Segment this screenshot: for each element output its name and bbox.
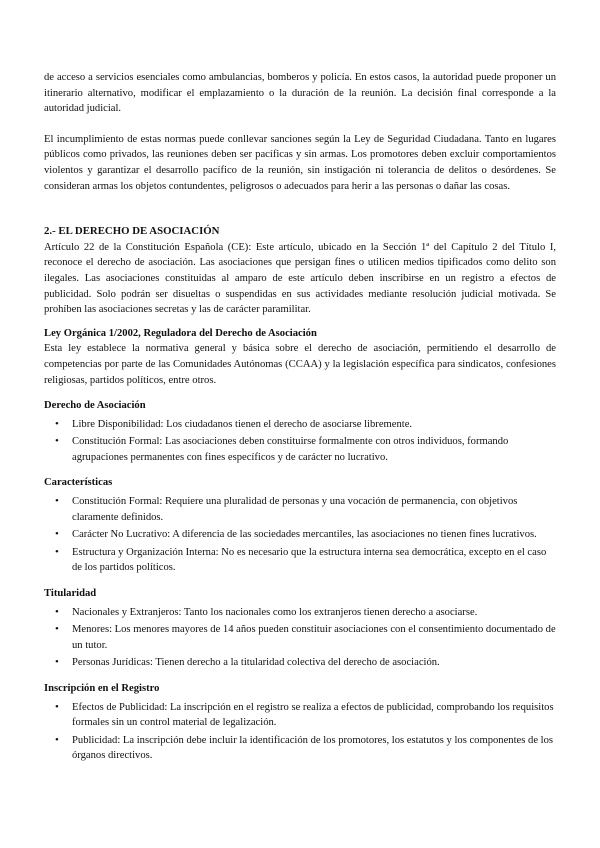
list-item: • Carácter No Lucrativo: A diferencia de las sociedades mercantiles, las asociaciones no tienen fines lucrativos. (44, 527, 556, 543)
list-item: • Constitución Formal: Las asociaciones deben constituirse formalmente con otros individuos, formando agrupaciones permanentes con fines específicos y de carácter no lucrativo. (44, 434, 556, 465)
list-item: • Publicidad: La inscripción debe incluir la identificación de los promotores, los estatutos y los componentes de los órganos directivos. (44, 733, 556, 764)
article-22-paragraph: Artículo 22 de la Constitución Española (CE): Este artículo, ubicado en la Sección 1ª del Capítulo 2 del Título I, reconoce el derecho de asociación. Las asociaciones que persigan fines o utilicen medios tipificados como delito son ilegales. Las asociaciones constituidas al amparo de este artículo deben inscribirse en un registro a efectos de publicidad. Solo podrán ser disueltas o suspendidas en sus actividades mediante resolución judicial motivada. Se prohíben las asociaciones secretas y las de carácter paramilitar. (44, 241, 556, 316)
derecho-list (44, 417, 556, 466)
list-item: • Efectos de Publicidad: La inscripción en el registro se realiza a efectos de publicidad, comprobando los requisitos formales sin un control material de legalización. (44, 700, 556, 731)
intro-paragraph-2: El incumplimiento de estas normas puede conllevar sanciones según la Ley de Seguridad Ciudadana. Tanto en lugares públicos como privados, las reuniones deben ser pacíficas y sin armas. Los promotores deben excluir comportamientos violentos y garantizar el desarrollo pacífico de la reunión, sin instigación ni tolerancia de delitos o desórdenes. Se consideran armas los objetos contundentes, peligrosos o adecuados para herir a las personas o dañar las cosas. (44, 133, 556, 192)
list-item: • Libre Disponibilidad: Los ciudadanos tienen el derecho de asociarse libremente. (44, 417, 556, 433)
list-item: • Estructura y Organización Interna: No es necesario que la estructura interna sea democrática, excepto en el caso de los partidos políticos. (44, 545, 556, 576)
list-item: • Constitución Formal: Requiere una pluralidad de personas y una vocación de permanencia, con objetivos claramente definidos. (44, 494, 556, 525)
inscripcion-list (44, 700, 556, 764)
inscripcion-title: Inscripción en el Registro (44, 683, 160, 694)
derecho-title: Derecho de Asociación (44, 400, 146, 412)
law-title: Ley Orgánica 1/2002, Reguladora del Derecho de Asociación (44, 327, 317, 339)
list-item: • Menores: Los menores mayores de 14 años pueden constituir asociaciones con el consentimiento documentado de un tutor. (44, 622, 556, 653)
caracteristicas-list (44, 494, 556, 576)
titularidad-list (44, 605, 556, 671)
caracteristicas-title: Características (44, 477, 113, 489)
list-item: • Personas Jurídicas: Tienen derecho a la titularidad colectiva del derecho de asociación. (44, 655, 556, 671)
list-item: • Nacionales y Extranjeros: Tanto los nacionales como los extranjeros tienen derecho a asociarse. (44, 605, 556, 621)
section-title: 2.- EL DERECHO DE ASOCIACIÓN (44, 225, 220, 238)
intro-paragraph-1: de acceso a servicios esenciales como ambulancias, bomberos y policía. En estos casos, la autoridad puede proponer un itinerario alternativo, modificar el emplazamiento o la duración de la reunión. La decisión final corresponde a la autoridad judicial. (44, 72, 556, 115)
law-paragraph: Esta ley establece la normativa general y básica sobre el derecho de asociación, permitiendo el desarrollo de competencias por parte de las Comunidades Autónomas (CCAA) y la legislación específica para sindicatos, confesiones religiosas, partidos políticos, entre otros. (44, 343, 556, 386)
titularidad-title: Titularidad (44, 588, 97, 600)
